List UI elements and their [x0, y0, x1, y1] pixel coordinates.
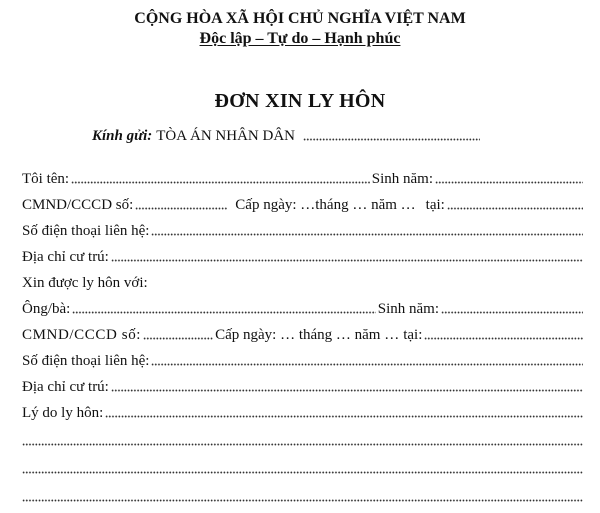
spouse-address-field[interactable]: [111, 388, 583, 393]
document-title: ĐƠN XIN LY HÔN: [214, 90, 386, 112]
spouse-birth-field[interactable]: [441, 310, 583, 315]
reason-label: Lý do ly hôn:: [22, 405, 104, 421]
applicant-birth-field[interactable]: [435, 180, 583, 185]
spouse-id-field[interactable]: [143, 336, 213, 341]
applicant-address-row: [22, 244, 585, 266]
spouse-phone-field[interactable]: [151, 362, 583, 367]
addressee-label: Kính gửi:: [92, 128, 153, 144]
reason-field[interactable]: [105, 414, 583, 419]
spouse-issue-date-label: Cấp ngày: … tháng … năm …: [215, 327, 400, 343]
applicant-name-label: Tôi tên:: [22, 171, 70, 187]
applicant-phone-label: Số điện thoại liên hệ:: [22, 223, 150, 239]
spouse-name-label: Ông/bà:: [22, 301, 71, 317]
country-heading: CỘNG HÒA XÃ HỘI CHỦ NGHĨA VIỆT NAM: [134, 10, 466, 27]
applicant-birth-label: Sinh năm:: [371, 171, 433, 187]
reason-continuation-field[interactable]: [22, 470, 583, 475]
applicant-address-label: Địa chỉ cư trú:: [22, 249, 109, 265]
applicant-id-row: [22, 192, 585, 214]
spouse-name-field[interactable]: [72, 310, 375, 315]
reason-row: [22, 400, 585, 422]
reason-line: [22, 484, 585, 506]
applicant-place-label: tại:: [425, 197, 445, 213]
applicant-phone-field[interactable]: [151, 232, 583, 237]
spouse-place-label: tại:: [403, 327, 423, 343]
applicant-address-field[interactable]: [111, 258, 583, 263]
spouse-address-row: [22, 374, 585, 396]
applicant-phone-row: [22, 218, 585, 240]
applicant-issue-date-label: Cấp ngày: …tháng … năm …: [235, 197, 416, 213]
spouse-address-label: Địa chỉ cư trú:: [22, 379, 109, 395]
reason-line: [22, 428, 585, 450]
reason-continuation-field[interactable]: [22, 498, 583, 503]
spouse-phone-label: Số điện thoại liên hệ:: [22, 353, 150, 369]
spouse-id-row: [22, 322, 585, 344]
addressee-line: [92, 128, 482, 145]
motto: [0, 30, 600, 48]
motto-text: Độc lập – Tự do – Hạnh phúc: [199, 30, 401, 47]
reason-continuation-field[interactable]: [22, 442, 583, 447]
reason-line: [22, 456, 585, 478]
addressee-field[interactable]: [303, 137, 480, 142]
applicant-id-field[interactable]: [135, 206, 227, 211]
spouse-place-field[interactable]: [424, 336, 583, 341]
applicant-id-label: CMND/CCCD số:: [22, 197, 134, 213]
spouse-id-label: CMND/CCCD số:: [22, 327, 142, 343]
applicant-place-field[interactable]: [447, 206, 583, 211]
spouse-birth-label: Sinh năm:: [377, 301, 439, 317]
spouse-name-row: [22, 296, 585, 318]
spouse-phone-row: [22, 348, 585, 370]
applicant-name-row: [22, 166, 585, 188]
addressee-value: TÒA ÁN NHÂN DÂN: [156, 128, 296, 144]
applicant-name-field[interactable]: [71, 180, 370, 185]
divorce-with-label: Xin được ly hôn với:: [22, 275, 148, 291]
divorce-with-row: [22, 270, 585, 292]
